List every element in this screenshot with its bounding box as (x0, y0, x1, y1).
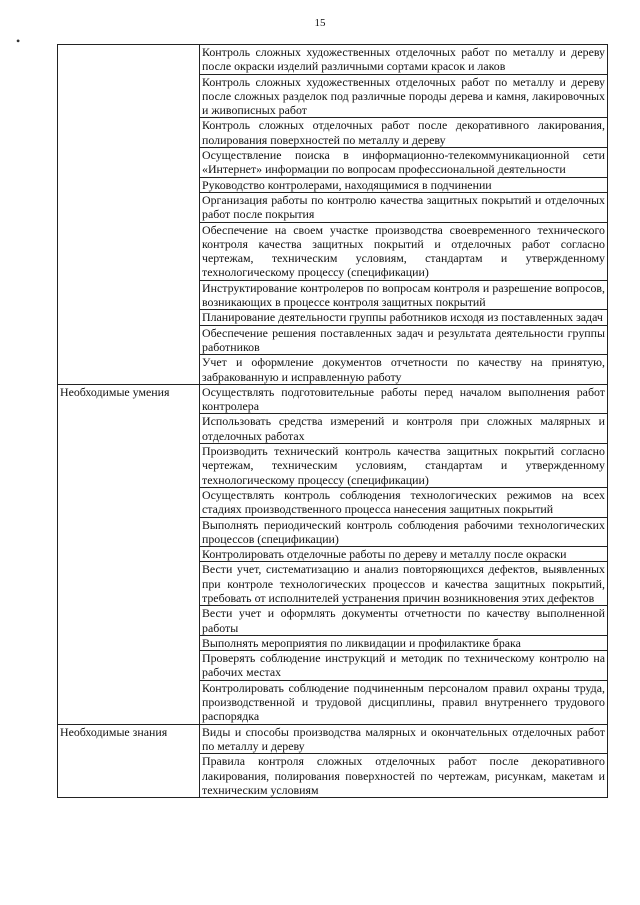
table-cell: Вести учет, систематизацию и анализ повторяющихся дефектов, выявленных при контроле технологических процессов и качества защитных покрытий, требовать от исполнителей устранения причин возникновения этих дефектов (200, 562, 608, 606)
group-label: Необходимые знания (58, 724, 200, 797)
table-cell: Производить технический контроль качества защитных покрытий согласно чертежам, техническим условиям, стандартам и утвержденному технологическому процессу (спецификации) (200, 444, 608, 488)
table-cell: Руководство контролерами, находящимися в подчинении (200, 177, 608, 192)
table-row (58, 45, 608, 75)
table-cell: Осуществление поиска в информационно-телекоммуникационной сети «Интернет» информации по вопросам профессиональной деятельности (200, 148, 608, 178)
table-cell: Виды и способы производства малярных и окончательных отделочных работ по металлу и дереву (200, 724, 608, 754)
table-cell: Выполнять периодический контроль соблюдения рабочими технологических процессов (спецификации) (200, 517, 608, 547)
table-cell: Планирование деятельности группы работников исходя из поставленных задач (200, 310, 608, 325)
table-cell: Правила контроля сложных отделочных работ после декоративного лакирования, полирования поверхностей по чертежам, рисункам, макетам и техническим условиям (200, 754, 608, 798)
table-cell: Обеспечение на своем участке производства своевременного технического контроля качества защитных покрытий и отделочных работ согласно чертежам, техническим условиям, стандартам и утвержденному технологическому процессу (спецификации) (200, 222, 608, 280)
table-cell: Обеспечение решения поставленных задач и результата деятельности группы работников (200, 325, 608, 355)
table-cell: Контролировать отделочные работы по дереву и металлу после окраски (200, 547, 608, 562)
table-cell: Осуществлять подготовительные работы перед началом выполнения работ контролера (200, 384, 608, 414)
table-cell: Осуществлять контроль соблюдения технологических режимов на всех стадиях производственного процесса нанесения защитных покрытий (200, 487, 608, 517)
table-cell: Контроль сложных отделочных работ после декоративного лакирования, полирования поверхностей по металлу и дереву (200, 118, 608, 148)
page-number: 15 (314, 17, 326, 29)
table-cell: Контроль сложных художественных отделочных работ по металлу и дереву после окраски изделий различными сортами красок и лаков (200, 45, 608, 75)
table-cell: Организация работы по контролю качества защитных покрытий и отделочных работ после покрытия (200, 192, 608, 222)
table-cell: Проверять соблюдение инструкций и методик по техническому контролю на рабочих местах (200, 651, 608, 681)
group-label: Необходимые умения (58, 384, 200, 724)
table-cell: Вести учет и оформлять документы отчетности по качеству выполненной работы (200, 606, 608, 636)
table-cell: Учет и оформление документов отчетности по качеству на принятую, забракованную и исправленную работу (200, 355, 608, 385)
table-cell: Контроль сложных художественных отделочных работ по металлу и дереву после сложных разделок под различные породы дерева и камня, лакировочных и живописных работ (200, 74, 608, 118)
table-cell: Инструктирование контролеров по вопросам контроля и разрешение вопросов, возникающих в процессе контроля защитных покрытий (200, 280, 608, 310)
competency-table (57, 44, 608, 798)
table-cell: Выполнять мероприятия по ликвидации и профилактике брака (200, 635, 608, 650)
group-label (58, 45, 200, 385)
table-row (58, 724, 608, 754)
margin-mark: • (16, 34, 21, 48)
table-cell: Использовать средства измерений и контроля при сложных малярных и отделочных работах (200, 414, 608, 444)
competency-table-body (58, 45, 608, 798)
table-row (58, 384, 608, 414)
table-cell: Контролировать соблюдение подчиненным персоналом правил охраны труда, производственной и трудовой дисциплины, правил внутреннего трудового распорядка (200, 680, 608, 724)
